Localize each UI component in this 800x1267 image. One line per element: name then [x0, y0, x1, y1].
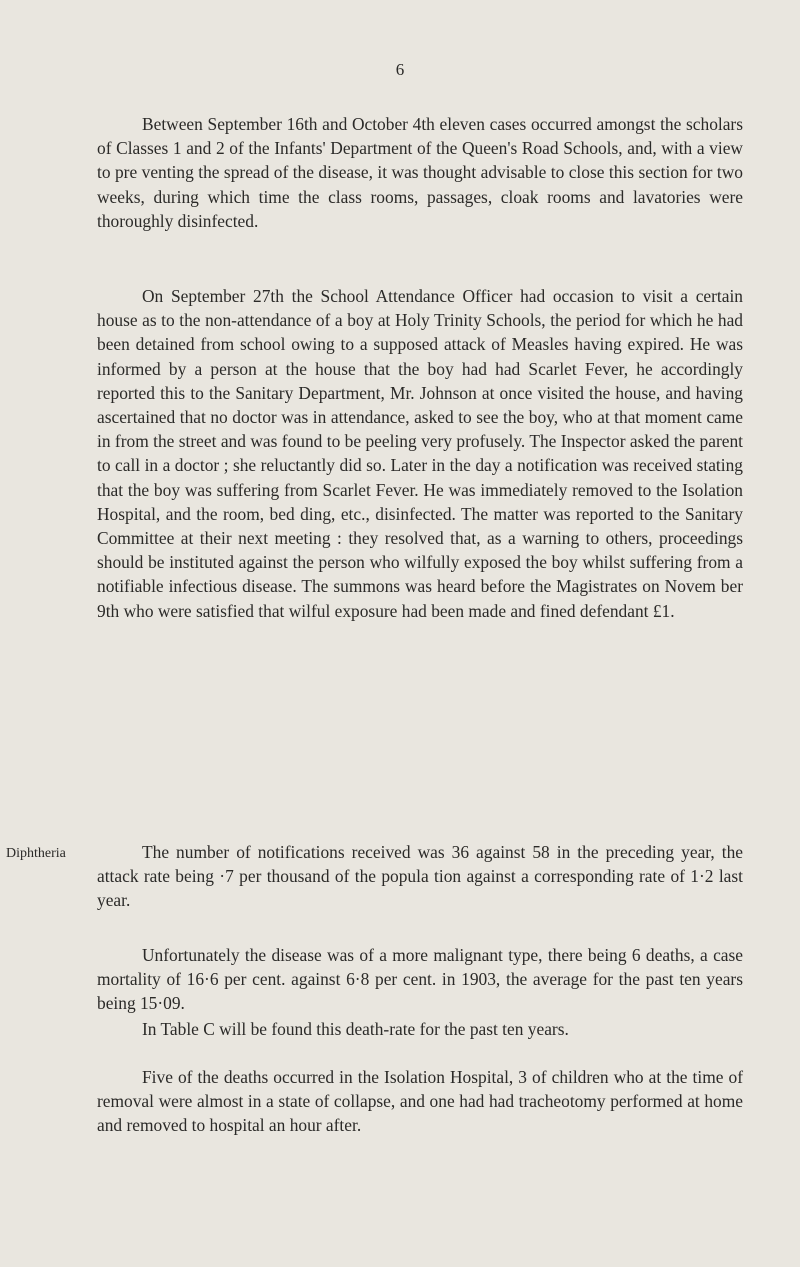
paragraph-scarlet-fever-case: On September 27th the School Attendance Officer had occasion to visit a certain house as to the non-attendance of a boy at Holy Trinity Schools, the period for which he had been detained from school owing to a supposed attack of Measles having expired. He was informed by a person at the house that the boy had had Scarlet Fever, he accordingly reported this to the Sanitary Department, Mr. Johnson at once visited the house, and having ascertained that no doctor was in attendance, asked to see the boy, who at that moment came in from the street and was found to be peeling very profusely. The Inspector asked the parent to call in a doctor ; she reluctantly did so. Later in the day a notification was received stating that the boy was suffering from Scarlet Fever. He was immediately removed to the Isolation Hospital, and the room, bed ding, etc., disinfected. The matter was reported to the Sanitary Committee at their next meeting : they resolved that, as a warning to others, proceedings should be instituted against the person who wilfully exposed the boy whilst suffering from a notifiable infectious disease. The summons was heard before the Magistrates on Novem ber 9th who were satisfied that wilful exposure had been made and fined defendant £1.: [97, 286, 743, 621]
margin-note-diphtheria: Diphtheria: [6, 846, 66, 861]
paragraph-isolation-hospital-deaths: Five of the deaths occurred in the Isolation Hospital, 3 of children who at the time of removal were almost in a state of collapse, and one had had tracheotomy performed at home and removed to hospital an hour after.: [97, 1067, 743, 1136]
paragraph-infants-department-closure: Between September 16th and October 4th eleven cases occurred amongst the scholars of Classes 1 and 2 of the Infants' Department of the Queen's Road Schools, and, with a view to pre venting the spread of the disease, it was thought advisable to close this section for two weeks, during which time the class rooms, passages, cloak rooms and lavatories were thoroughly disinfected.: [97, 114, 743, 231]
paragraph-diphtheria-notifications: The number of notifications received was 36 against 58 in the preceding year, the attack rate being ·7 per thousand of the popula tion against a corresponding rate of 1·2 last year.: [97, 842, 743, 911]
paragraph-diphtheria-mortality: Unfortunately the disease was of a more malignant type, there being 6 deaths, a case mortality of 16·6 per cent. against 6·8 per cent. in 1903, the average for the past ten years being 15·09.: [97, 945, 743, 1014]
paragraph-table-c-reference: In Table C will be found this death-rate for the past ten years.: [142, 1019, 569, 1039]
page-number: 6: [395, 60, 405, 79]
